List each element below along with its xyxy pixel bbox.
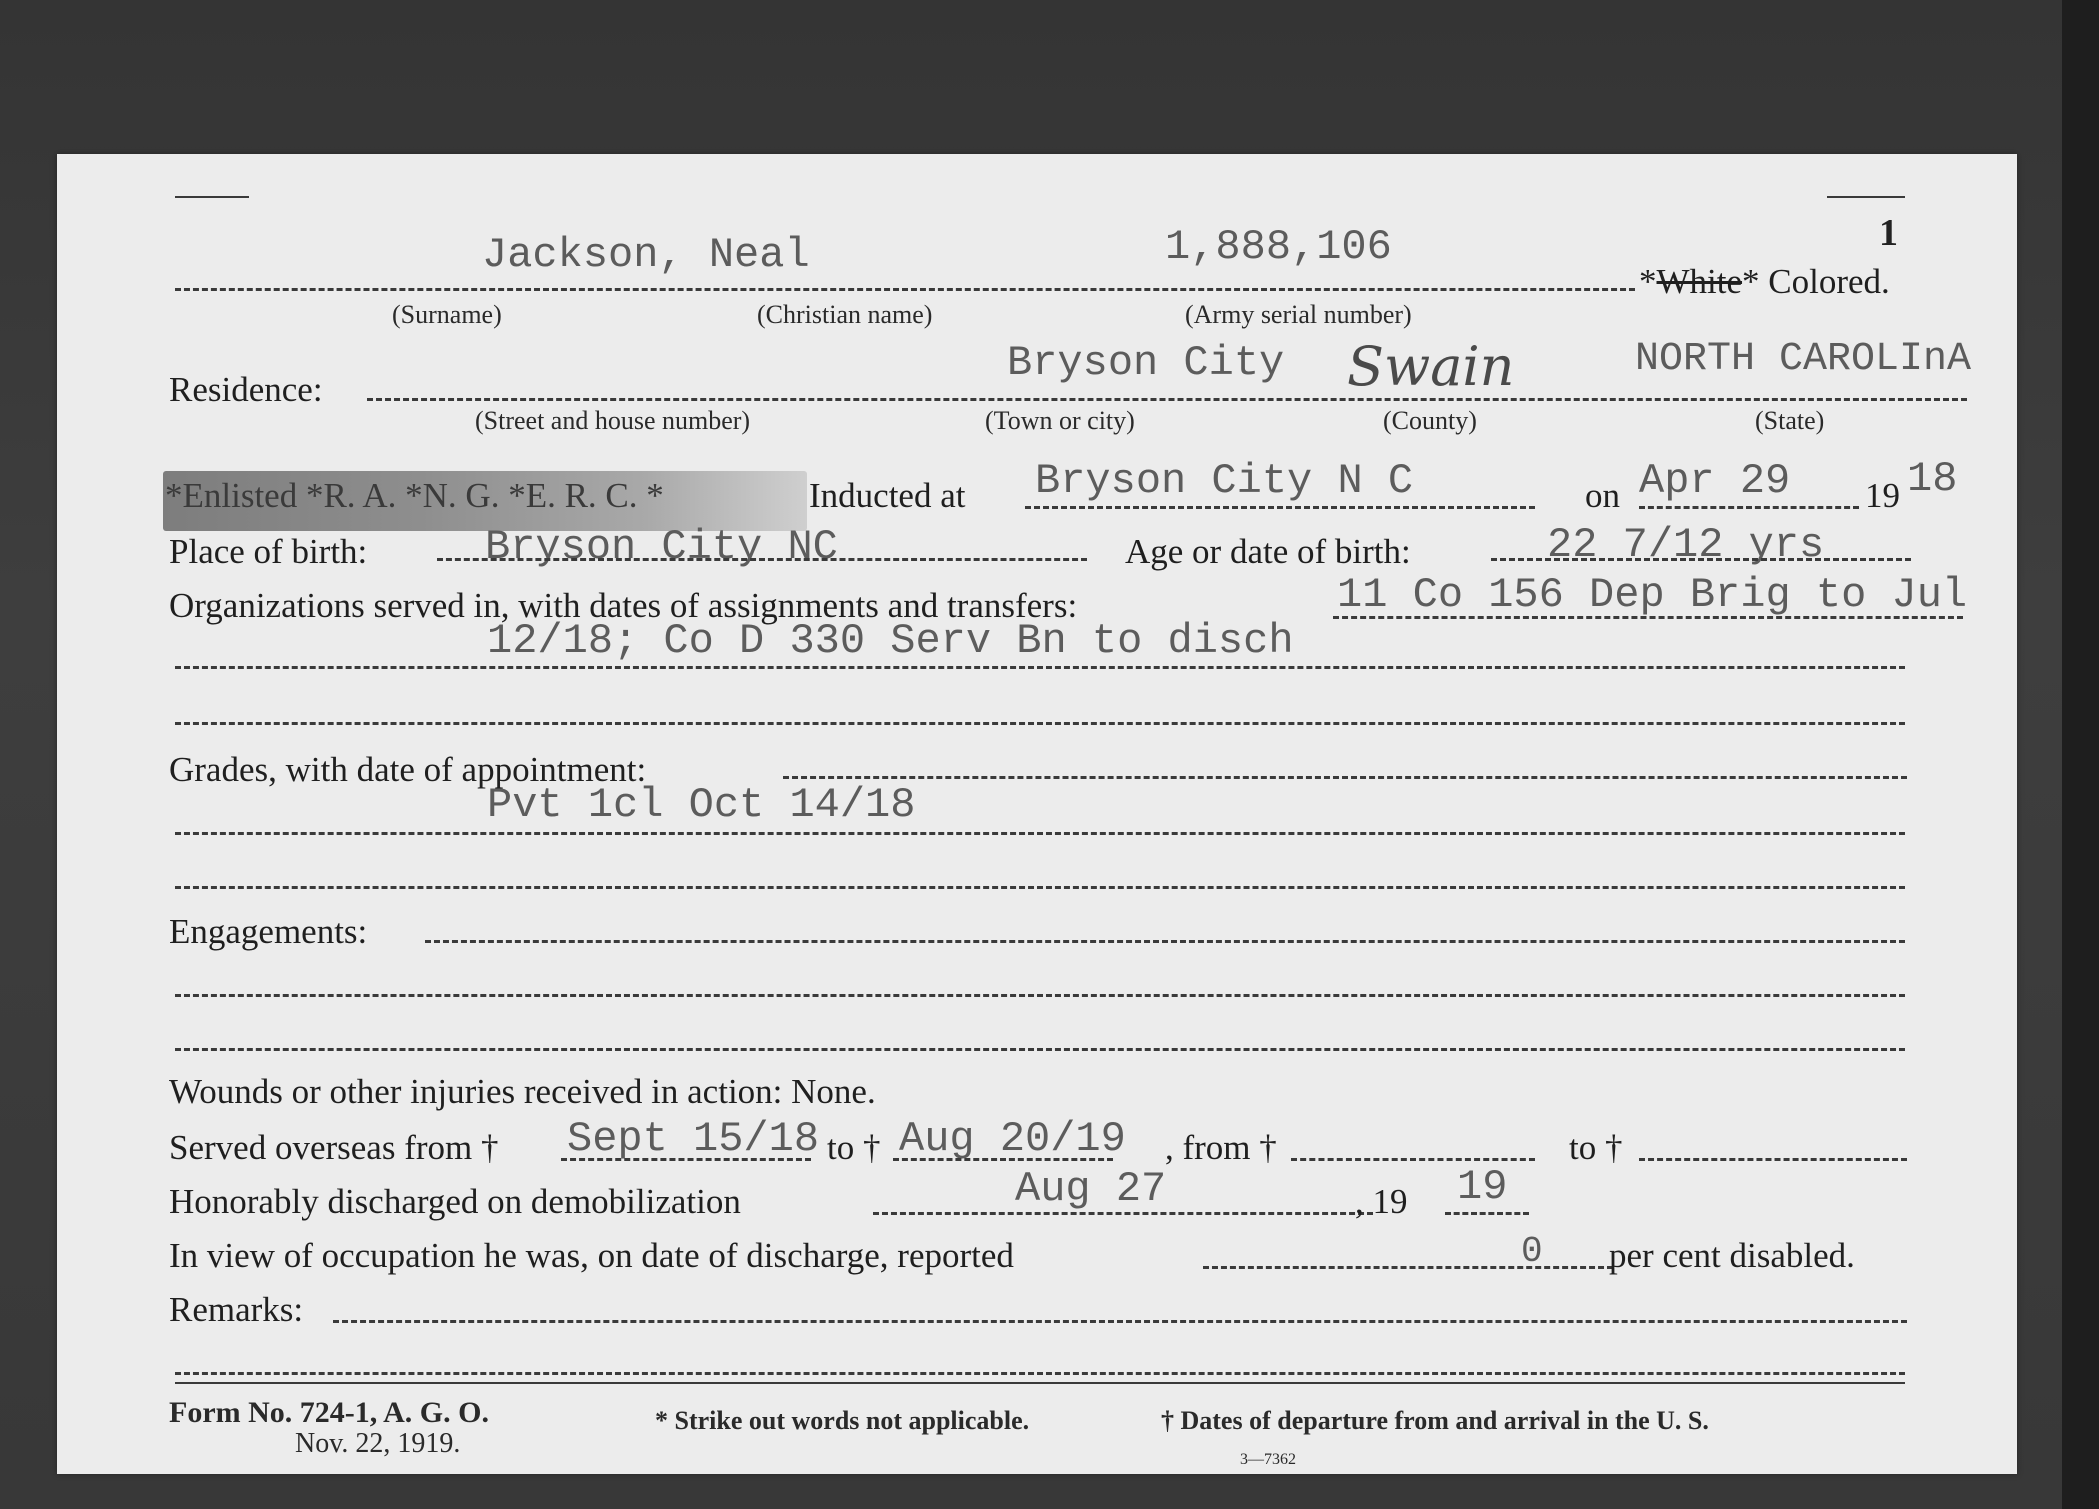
overseas-from2-label: , from † <box>1165 1128 1277 1167</box>
disability-value: 0 <box>1521 1231 1543 1272</box>
caption-christian-name: (Christian name) <box>757 300 933 329</box>
engagements-label: Engagements: <box>169 912 368 951</box>
organizations-rule-2 <box>175 666 1905 669</box>
top-right-rule <box>1827 196 1905 198</box>
inducted-year: 18 <box>1907 455 1958 503</box>
footnote-dates: † Dates of departure from and arrival in the U. S. <box>1161 1406 1709 1435</box>
discharge-year-rule <box>1445 1212 1529 1215</box>
scanner-edge <box>2062 0 2099 1509</box>
serial-value: 1,888,106 <box>1165 223 1392 271</box>
organizations-line2: 12/18; Co D 330 Serv Bn to disch <box>487 617 1294 665</box>
disability-suffix: per cent disabled. <box>1609 1236 1855 1275</box>
card-number: 1 <box>1879 212 1898 254</box>
name-line <box>175 288 1635 291</box>
residence-town: Bryson City <box>1007 339 1285 387</box>
overseas-from-value: Sept 15/18 <box>567 1115 820 1163</box>
footer-rule <box>175 1382 1905 1384</box>
birth-place-value: Bryson City NC <box>485 523 838 571</box>
overseas-to2-rule <box>1639 1158 1907 1161</box>
organizations-line1-rule <box>1333 616 1963 619</box>
wounds-label: Wounds or other injuries received in action: None. <box>169 1072 876 1111</box>
race-white-struck: White <box>1656 262 1743 301</box>
form-date: Nov. 22, 1919. <box>295 1428 461 1459</box>
enlistment-type-prefix: *Enlisted *R. A. *N. G. *E. R. C. * <box>165 476 664 515</box>
grades-rule-1 <box>783 776 1907 779</box>
organizations-rule-3 <box>175 722 1905 725</box>
discharge-year: 19 <box>1457 1163 1508 1211</box>
remarks-rule-2 <box>175 1372 1905 1375</box>
inducted-line <box>1025 506 1535 509</box>
engagements-rule-1 <box>425 940 1905 943</box>
race-colored: * Colored. <box>1742 262 1890 301</box>
overseas-from2-rule <box>1291 1158 1535 1161</box>
inducted-place: Bryson City N C <box>1035 457 1414 505</box>
caption-surname: (Surname) <box>392 300 502 329</box>
organizations-line1: 11 Co 156 Dep Brig to Jul <box>1337 571 1968 619</box>
top-left-rule <box>175 196 249 198</box>
service-record-card <box>57 154 2017 1474</box>
caption-state: (State) <box>1755 406 1825 435</box>
age-value: 22 7/12 yrs <box>1547 521 1825 569</box>
discharge-date-rule <box>873 1212 1373 1215</box>
discharge-year-prefix: , 19 <box>1355 1182 1408 1221</box>
caption-county: (County) <box>1383 406 1477 435</box>
residence-county-handwritten: Swain <box>1347 335 1515 398</box>
caption-street: (Street and house number) <box>475 406 751 435</box>
caption-serial: (Army serial number) <box>1185 300 1412 329</box>
organizations-label: Organizations served in, with dates of assignments and transfers: <box>169 586 1078 625</box>
discharge-date: Aug 27 <box>1015 1165 1167 1213</box>
name-value: Jackson, Neal <box>482 231 810 279</box>
inducted-year-prefix: 19 <box>1865 476 1900 515</box>
birth-place-label: Place of birth: <box>169 532 368 571</box>
print-code: 3—7362 <box>1240 1451 1296 1468</box>
engagements-rule-2 <box>175 994 1905 997</box>
overseas-to2-label: to † <box>1569 1128 1623 1167</box>
overseas-to-label: to † <box>827 1128 881 1167</box>
caption-town: (Town or city) <box>985 406 1135 435</box>
race-star: * <box>1639 262 1657 301</box>
residence-state: NORTH CAROLInA <box>1635 337 1972 382</box>
race-field <box>1639 264 1890 299</box>
disability-label: In view of occupation he was, on date of discharge, reported <box>169 1236 1014 1275</box>
footnote-strike: * Strike out words not applicable. <box>655 1406 1030 1435</box>
disability-rule <box>1203 1266 1613 1269</box>
remarks-rule-1 <box>333 1320 1907 1323</box>
grades-value: Pvt 1cl Oct 14/18 <box>487 781 916 829</box>
age-line <box>1491 558 1911 561</box>
grades-rule-2 <box>175 832 1905 835</box>
inducted-date-line <box>1639 506 1859 509</box>
on-label: on <box>1585 476 1620 515</box>
overseas-from-rule <box>561 1158 811 1161</box>
form-number: Form No. 724-1, A. G. O. <box>169 1396 489 1429</box>
age-label: Age or date of birth: <box>1125 532 1411 571</box>
overseas-to-rule <box>893 1158 1113 1161</box>
residence-label: Residence: <box>169 370 323 409</box>
grades-rule-3 <box>175 886 1905 889</box>
birth-place-line <box>437 558 1087 561</box>
engagements-rule-3 <box>175 1048 1905 1051</box>
grades-label: Grades, with date of appointment: <box>169 750 647 789</box>
inducted-at-label: Inducted at <box>809 476 966 515</box>
discharge-label: Honorably discharged on demobilization <box>169 1182 741 1221</box>
inducted-date: Apr 29 <box>1639 457 1791 505</box>
residence-line <box>367 398 1967 401</box>
overseas-to-value: Aug 20/19 <box>899 1115 1126 1163</box>
overseas-label: Served overseas from † <box>169 1128 499 1167</box>
remarks-label: Remarks: <box>169 1290 304 1329</box>
